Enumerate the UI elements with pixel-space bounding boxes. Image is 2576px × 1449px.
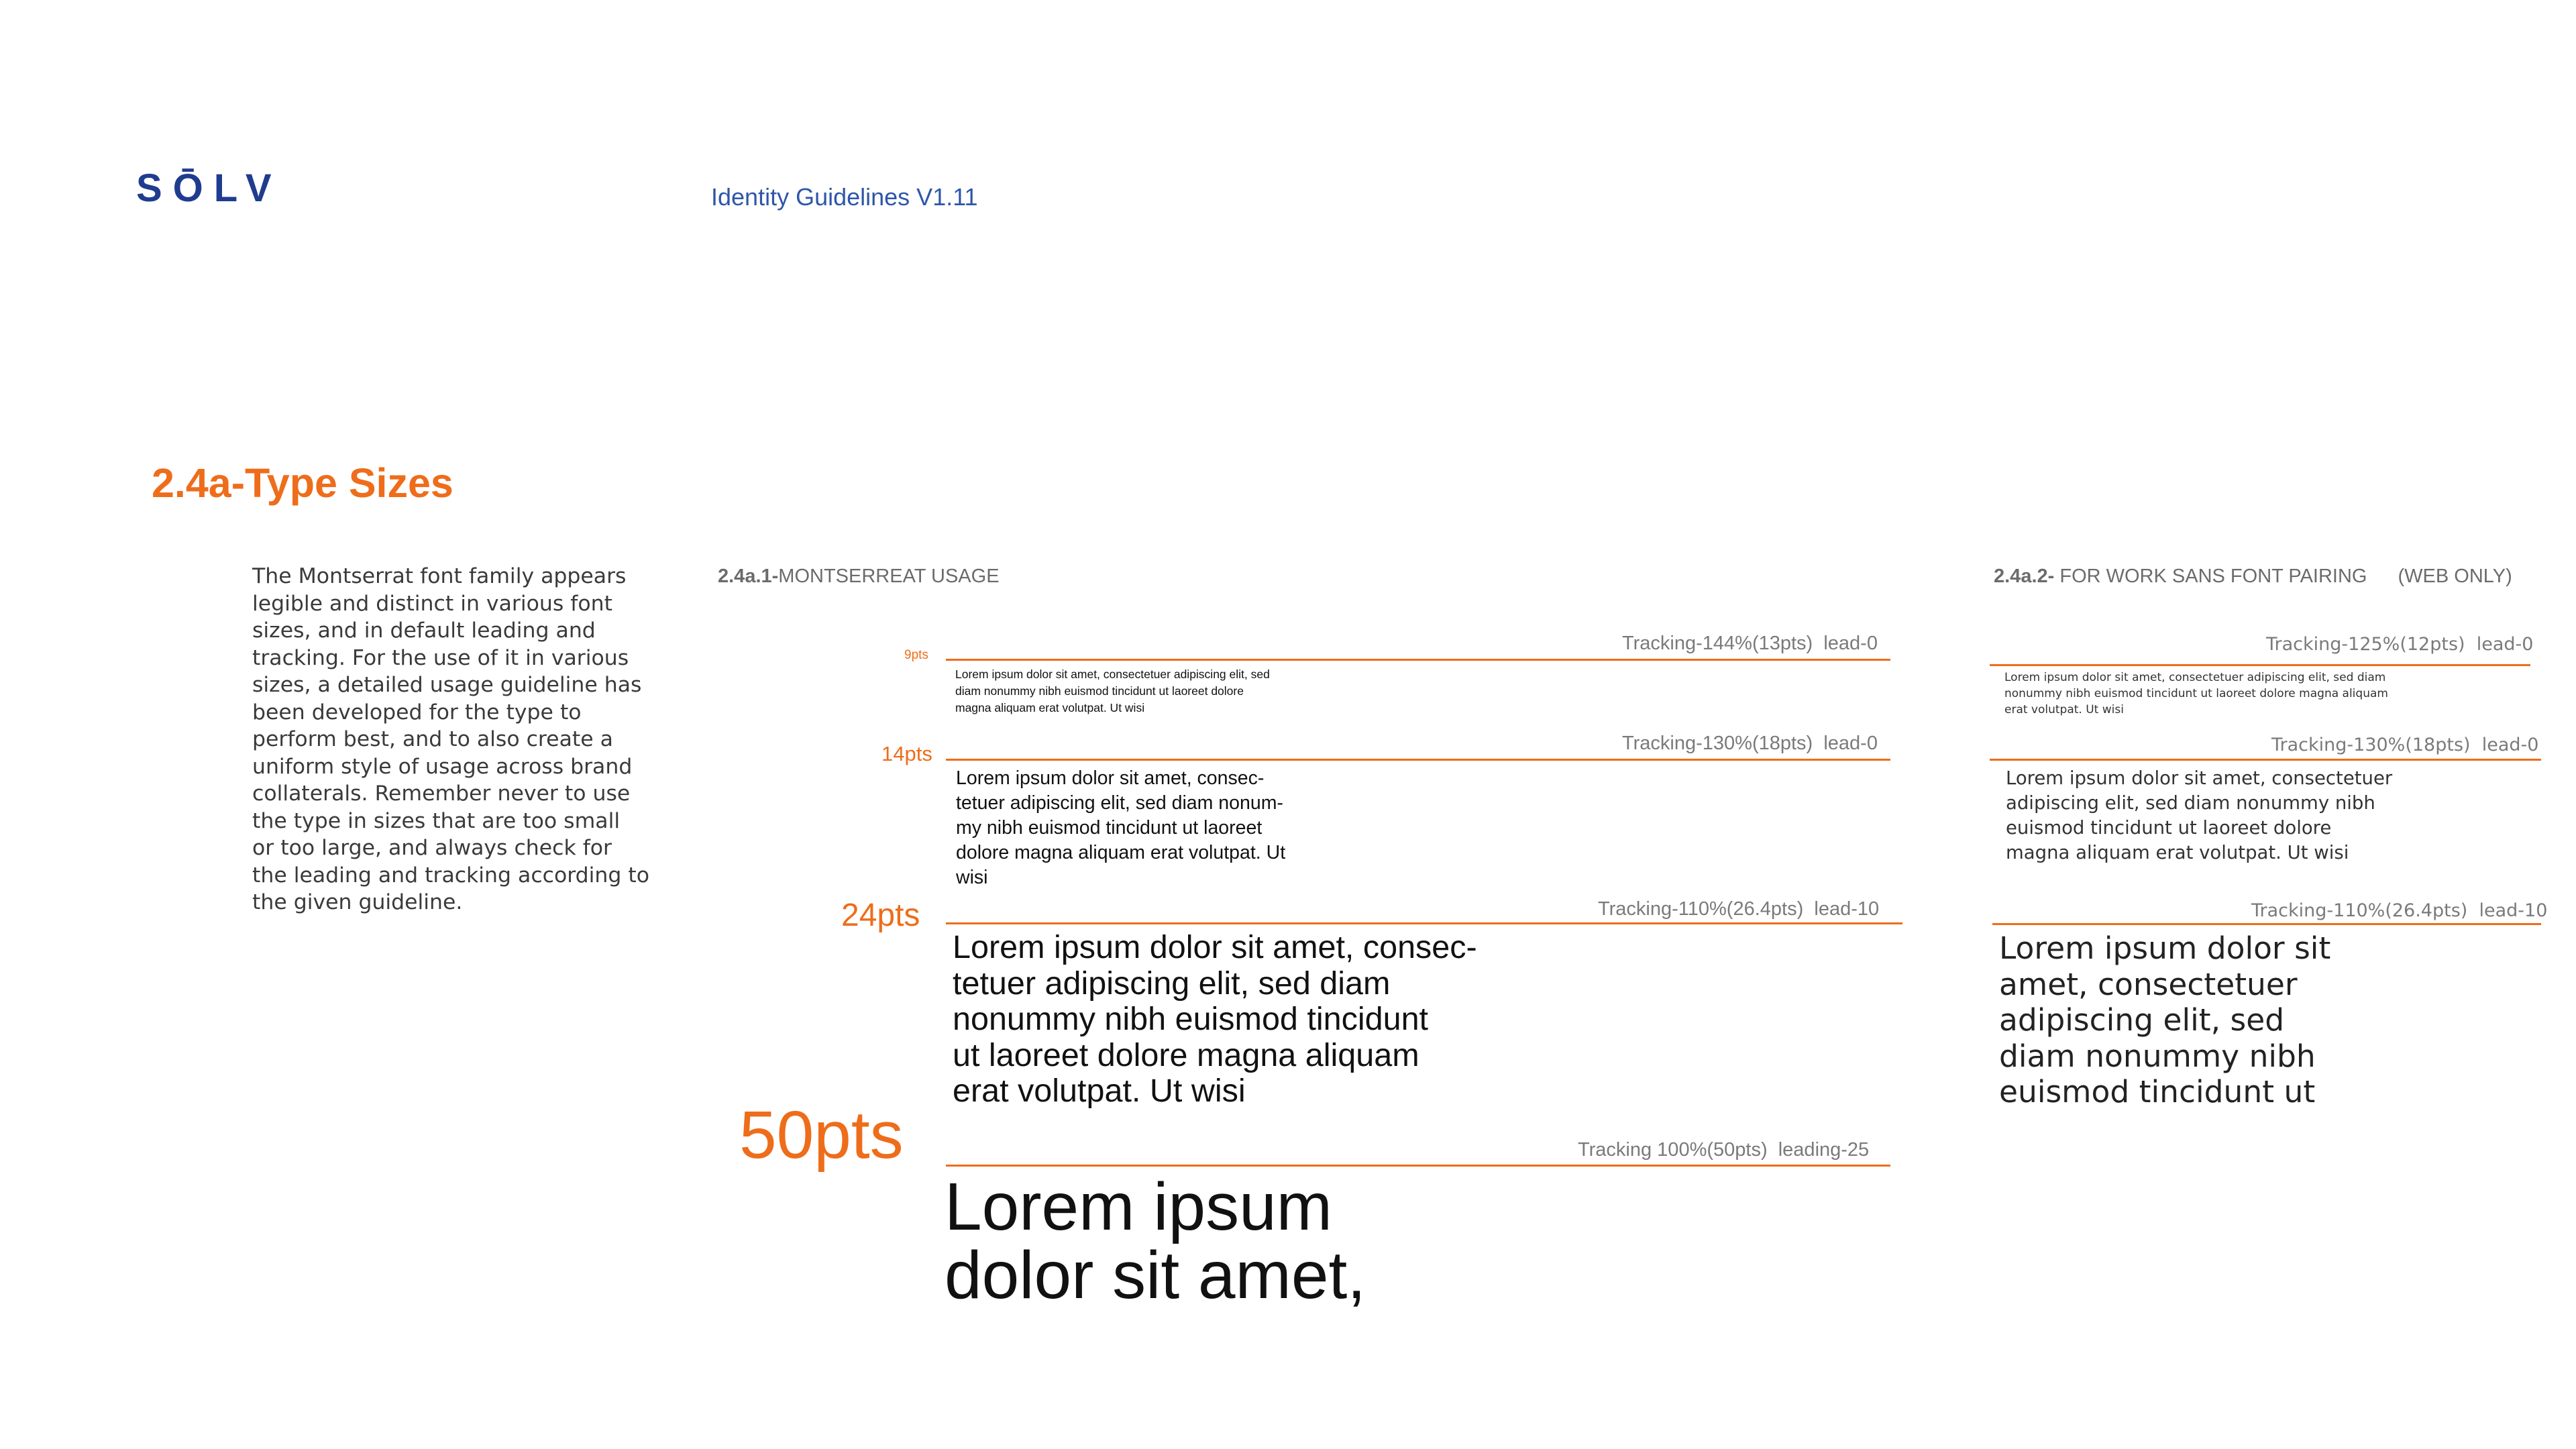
section-title: 2.4a-Type Sizes <box>152 460 453 506</box>
tracking-value: Tracking-130%(18pts) <box>1622 733 1813 754</box>
tracking-value: Tracking-110%(26.4pts) <box>1598 898 1804 920</box>
lead-value: lead-0 <box>1823 733 1878 754</box>
tracking-spec-24pts <box>1598 900 1879 919</box>
lead-value: leading-25 <box>1778 1139 1870 1161</box>
worksans-heading-label: FOR WORK SANS FONT PAIRING <box>2059 566 2367 587</box>
sample-text-9pts: Lorem ipsum dolor sit amet, consectetuer adipiscing elit, sed diam nonummy nibh euismod tincidunt ut laoreet dolore magna aliquam erat volutpat. Ut wisi <box>955 667 1270 714</box>
tracking-value: Tracking-130%(18pts) <box>2271 735 2471 755</box>
worksans-sample-text-1: Lorem ipsum dolor sit amet, consectetuer adipiscing elit, sed diam nonummy nibh euismod tincidunt ut laoreet dolore magna aliquam erat volutpat. Ut wisi <box>2004 671 2388 716</box>
size-label-14pts: 14pts <box>881 742 932 765</box>
row-divider <box>946 922 1902 924</box>
lead-value: lead-0 <box>1823 633 1878 654</box>
row-divider <box>946 759 1890 761</box>
sample-text-24pts: Lorem ipsum dolor sit amet, consec- tetuer adipiscing elit, sed diam nonummy nibh euismod tincidunt ut laoreet dolore magna aliquam erat volutpat. Ut wisi <box>953 929 1477 1109</box>
lead-value: lead-10 <box>2479 900 2548 921</box>
worksans-sample-text-2: Lorem ipsum dolor sit amet, consectetuer adipiscing elit, sed diam nonummy nibh euismod tincidunt ut laoreet dolore magna aliquam erat volutpat. Ut wisi <box>2006 767 2393 863</box>
row-divider <box>1992 923 2541 925</box>
worksans-heading <box>1994 567 2512 586</box>
worksans-sample-text-3: Lorem ipsum dolor sit amet, consectetuer adipiscing elit, sed diam nonummy nibh euismod tincidunt ut <box>1999 930 2331 1110</box>
worksans-heading-code: 2.4a.2- <box>1994 566 2055 587</box>
worksans-tracking-spec-1 <box>2266 635 2533 653</box>
size-label-9pts: 9pts <box>904 648 928 662</box>
montserrat-heading-code: 2.4a.1- <box>718 566 779 587</box>
tracking-spec-9pts <box>1622 634 1878 653</box>
section-description: The Montserrat font family appears legible and distinct in various font sizes, and in default leading and tracking. For the use of it in various sizes, a detailed usage guideline has been developed for the type to perform best, and to also create a uniform style of usage across brand collaterals. Remember never to use the type in sizes that are too small or too large, and always check for the leading and tracking according to the given guideline. <box>252 564 649 914</box>
montserrat-heading-label: MONTSERREAT USAGE <box>778 566 1000 587</box>
worksans-tracking-spec-3 <box>2251 902 2547 920</box>
montserrat-heading <box>718 567 1000 586</box>
row-divider <box>946 659 1890 661</box>
row-divider <box>1990 759 2541 761</box>
tracking-value: Tracking-110%(26.4pts) <box>2251 900 2468 921</box>
tracking-spec-50pts <box>1578 1140 1869 1160</box>
tracking-value: Tracking-144%(13pts) <box>1622 633 1813 654</box>
document-title: Identity Guidelines V1.11 <box>711 183 978 211</box>
logo-text: SŌLV <box>136 166 282 210</box>
tracking-spec-14pts <box>1622 734 1878 753</box>
size-label-24pts: 24pts <box>841 898 920 933</box>
worksans-heading-note: (WEB ONLY) <box>2398 566 2512 587</box>
lead-value: lead-0 <box>2476 634 2534 655</box>
size-label-50pts: 50pts <box>739 1097 904 1173</box>
row-divider <box>1990 664 2530 666</box>
tracking-value: Tracking 100%(50pts) <box>1578 1139 1768 1161</box>
row-divider <box>946 1165 1890 1167</box>
worksans-tracking-spec-2 <box>2271 736 2538 754</box>
lead-value: lead-10 <box>1814 898 1880 920</box>
tracking-value: Tracking-125%(12pts) <box>2266 634 2465 655</box>
sample-text-14pts: Lorem ipsum dolor sit amet, consec- tetuer adipiscing elit, sed diam nonum- my nibh euismod tincidunt ut laoreet dolore magna aliquam erat volutpat. Ut wisi <box>956 767 1286 888</box>
brand-logo <box>136 166 282 210</box>
sample-text-50pts: Lorem ipsum dolor sit amet, <box>945 1169 1366 1313</box>
lead-value: lead-0 <box>2481 735 2539 755</box>
